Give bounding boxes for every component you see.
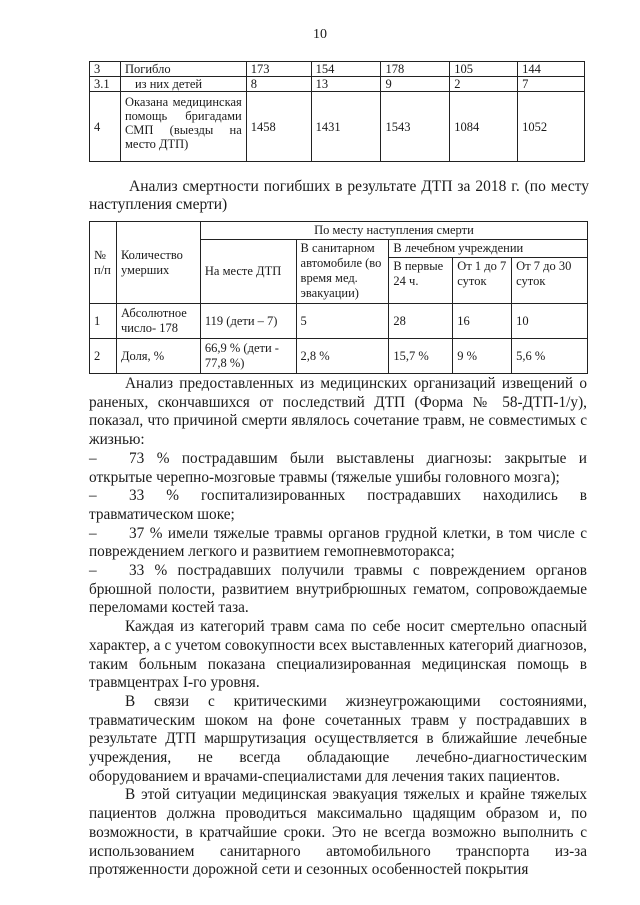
list-dash: – <box>89 562 97 580</box>
table-cell: Абсолютное число- 178 <box>116 304 200 339</box>
table-cell: 7 <box>518 77 585 92</box>
list-item <box>89 487 587 524</box>
table-cell: 3.1 <box>90 77 121 92</box>
list-item-text: 73 % пострадавшим были выставлены диагнозы: закрытые и открытые черепно-мозговые травмы (тяжелые ушибы головного мозга); <box>89 449 587 486</box>
header-7to30: От 7 до 30 суток <box>512 258 588 304</box>
table-cell: 4 <box>90 92 121 162</box>
table-cell: 10 <box>512 304 588 339</box>
list-item <box>89 562 587 618</box>
paragraph: Каждая из категорий травм сама по себе носит смертельно опасный характер, а с учетом совокупности всех выставленных категорий диагнозов, таким больным показана специализированная медицинская помощь в травмцентрах I-го уровня. <box>89 618 587 692</box>
table-cell: 5,6 % <box>512 339 588 374</box>
page-number: 10 <box>313 27 327 42</box>
table-cell: 1052 <box>518 92 585 162</box>
table-cell: 2 <box>90 339 117 374</box>
paragraph: В связи с критическими жизнеугрожающими состояниями, травматическим шоком на фоне сочетанных травм у пострадавших в результате ДТП маршрутизация осуществляется в ближайшие лечебные учреждения, не всегда обладающие лечебно-диагностическим оборудованием и врачами-специалистами для лечения таких пациентов. <box>89 692 587 785</box>
header-onsite: На месте ДТП <box>200 240 296 304</box>
paragraph: Анализ предоставленных из медицинских организаций извещений о раненых, скончавшихся от последствий ДТП (Форма № 58-ДТП-1/у), показал, что причиной смерти являлось сочетание травм, не совместимых с жизнью: <box>89 375 587 449</box>
table-cell: 1458 <box>246 92 311 162</box>
section-heading: Анализ смертности погибших в результате ДТП за 2018 г. (по месту наступления смерти) <box>89 178 589 213</box>
table-cell: 144 <box>518 62 585 77</box>
table-row <box>90 62 585 77</box>
list-item-text: 33 % госпитализированных пострадавших находились в травматическом шоке; <box>89 487 587 523</box>
table-cell: 105 <box>450 62 518 77</box>
header-count: Количество умерших <box>116 222 200 304</box>
table-cell: 1431 <box>311 92 381 162</box>
table-cell: 2 <box>450 77 518 92</box>
table-row <box>90 339 588 374</box>
table-cell: 178 <box>381 62 450 77</box>
list-item-text: 37 % имели тяжелые травмы органов грудной клетки, в том числе с повреждением легкого и развитием гемопневмоторакса; <box>89 524 587 561</box>
table-cell: 3 <box>90 62 121 77</box>
statistics-table-continued <box>89 61 585 162</box>
table-cell: 8 <box>246 77 311 92</box>
table-cell: Погибло <box>120 62 246 77</box>
header-1to7: От 1 до 7 суток <box>453 258 512 304</box>
table-cell: 119 (дети – 7) <box>200 304 296 339</box>
table-cell: 28 <box>389 304 453 339</box>
table-cell: 13 <box>311 77 381 92</box>
list-item-text: 33 % пострадавших получили травмы с повреждением органов брюшной полости, развитием внутрибрюшных гематом, сопровождаемые переломами костей таза. <box>89 562 587 617</box>
header-ambulance: В санитарном автомобиле (во время мед. эвакуации) <box>296 240 389 304</box>
list-item <box>89 450 587 487</box>
table-cell: 1084 <box>450 92 518 162</box>
table-cell: 16 <box>453 304 512 339</box>
table-cell: 9 % <box>453 339 512 374</box>
table-cell: 5 <box>296 304 389 339</box>
table-cell: 154 <box>311 62 381 77</box>
table-cell: 1 <box>90 304 117 339</box>
body-text <box>89 375 587 880</box>
table-cell: 9 <box>381 77 450 92</box>
table-row <box>90 92 585 162</box>
list-item <box>89 525 587 562</box>
header-hospital: В лечебном учреждении <box>389 240 588 258</box>
table-row <box>90 304 588 339</box>
table-cell: из них детей <box>120 77 246 92</box>
paragraph: В этой ситуации медицинская эвакуация тяжелых и крайне тяжелых пациентов должна проводиться максимально щадящим образом и, по возможности, в кратчайшие сроки. Это не всегда возможно выполнить с использованием санитарного автомобильного транспорта из-за протяженности дорожной сети и сезонных особенностей покрытия <box>89 786 587 879</box>
header-num: № п/п <box>90 222 117 304</box>
header-24h: В первые 24 ч. <box>389 258 453 304</box>
list-dash: – <box>89 524 97 542</box>
table-cell: 15,7 % <box>389 339 453 374</box>
list-dash: – <box>89 449 97 467</box>
table-cell: Оказана медицинская помощь бригадами СМП (выезды на место ДТП) <box>120 92 246 162</box>
table-cell: Доля, % <box>116 339 200 374</box>
mortality-table <box>89 221 588 374</box>
table-cell: 1543 <box>381 92 450 162</box>
list-dash: – <box>89 487 97 505</box>
table-row <box>90 77 585 92</box>
table-cell: 2,8 % <box>296 339 389 374</box>
header-place: По месту наступления смерти <box>200 222 587 240</box>
table-cell: 66,9 % (дети - 77,8 %) <box>200 339 296 374</box>
table-cell: 173 <box>246 62 311 77</box>
table-header-row <box>90 222 588 240</box>
